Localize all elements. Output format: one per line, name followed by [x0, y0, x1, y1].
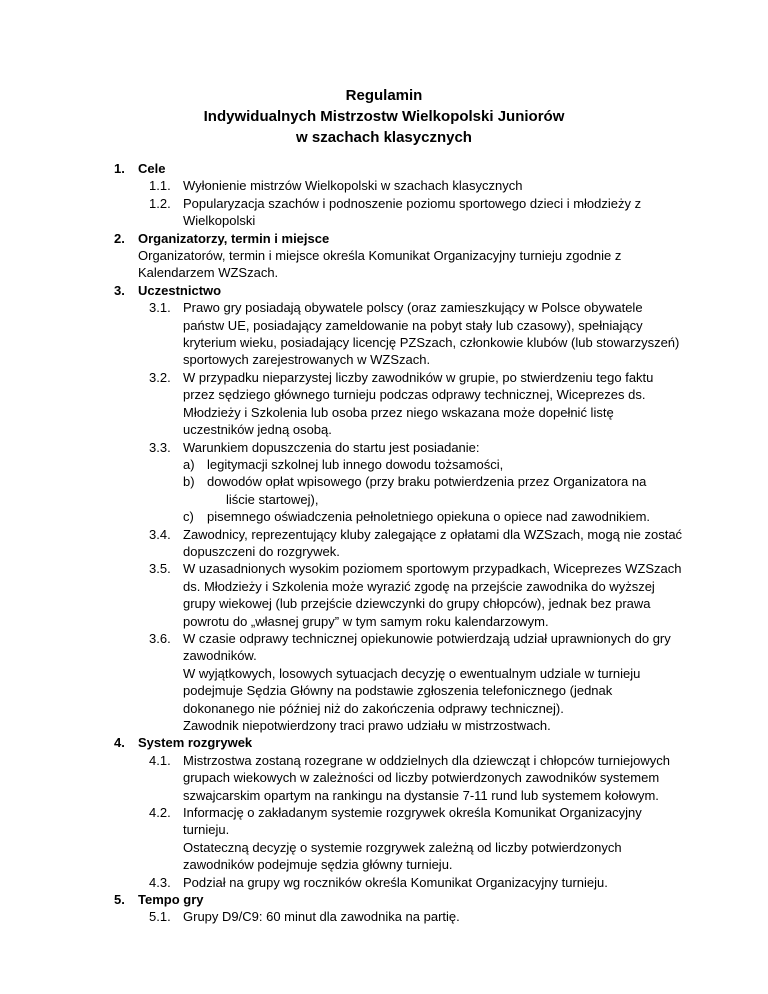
item-line: zawodników. — [183, 648, 257, 664]
item-line: dokonanego nie później niż do zakończenia odprawy technicznej). — [183, 700, 564, 716]
sub-item-b-continued: liście startowej), — [226, 491, 319, 507]
item-3-6 — [0, 630, 768, 734]
item-line: Prawo gry posiadają obywatele polscy (oraz zamieszkujący w Polsce obywatele — [183, 300, 643, 316]
item-3-3 — [0, 439, 768, 456]
item-line: ds. Młodzieży i Szkolenia może wyrazić zgodę na przejście zawodnika do wyższej — [183, 578, 655, 594]
item-line: Młodzieży i Szkolenia lub osoba przez niego wskazana może dopełnić listę — [183, 404, 614, 420]
section-heading-cele — [0, 160, 768, 177]
sub-item-a — [0, 456, 768, 473]
item-5-1 — [0, 908, 768, 925]
section-number: 2. — [114, 230, 125, 246]
section-heading-tempo-gry — [0, 891, 768, 908]
item-line: uczestników jedną osobą. — [183, 422, 332, 438]
item-line: Ostateczną decyzję o systemie rozgrywek zależną od liczby potwierdzonych — [183, 839, 622, 855]
item-4-2 — [0, 804, 768, 874]
sub-item-b — [0, 473, 768, 490]
item-number: 5.1. — [149, 909, 171, 925]
item-line: grupy wiekowej (lub przejście dziewczynki do grupy chłopców), jednak bez prawa — [183, 596, 651, 612]
item-line: przez sędziego głównego turnieju podczas odprawy technicznej, Wiceprezes ds. — [183, 387, 646, 403]
sub-item-text: legitymacji szkolnej lub innego dowodu tożsamości, — [207, 456, 504, 472]
item-text: Warunkiem dopuszczenia do startu jest posiadanie: — [183, 439, 480, 455]
item-3-4 — [0, 526, 768, 561]
item-number: 1.2. — [149, 195, 171, 211]
section-number: 5. — [114, 892, 125, 908]
section-number: 3. — [114, 282, 125, 298]
paragraph-line: Organizatorów, termin i miejsce określa Komunikat Organizacyjny turnieju zgodnie z — [138, 248, 622, 264]
item-line: turnieju. — [183, 822, 230, 838]
item-3-1 — [0, 299, 768, 369]
item-line: Popularyzacja szachów i podnoszenie poziomu sportowego dzieci i młodzieży z — [183, 195, 642, 211]
item-line: powrotu do „własnej grupy” w tym samym roku kalendarzowym. — [183, 613, 549, 629]
sub-item-text: dowodów opłat wpisowego (przy braku potwierdzenia przez Organizatora na — [207, 474, 647, 490]
item-number: 4.3. — [149, 874, 171, 890]
item-line: W uzasadnionych wysokim poziomem sportowym przypadkach, Wiceprezes WZSzach — [183, 561, 682, 577]
section-title: Uczestnictwo — [138, 282, 222, 298]
item-number: 3.2. — [149, 369, 171, 385]
item-line: Zawodnicy, reprezentujący kluby zalegające z opłatami dla WZSzach, mogą nie zostać — [183, 526, 683, 542]
item-number: 3.4. — [149, 526, 171, 542]
section-title: System rozgrywek — [138, 735, 253, 751]
item-number: 3.5. — [149, 561, 171, 577]
section-paragraph — [0, 247, 768, 282]
item-4-1 — [0, 752, 768, 804]
paragraph-line: Kalendarzem WZSzach. — [138, 265, 279, 281]
item-line: państw UE, posiadający zameldowanie na pobyt stały lub czasowy), spełniający — [183, 317, 643, 333]
item-text: Wyłonienie mistrzów Wielkopolski w szachach klasycznych — [183, 178, 523, 194]
item-line: grupach wiekowych w zależności od liczby potwierdzonych zawodników systemem — [183, 770, 660, 786]
document-content — [0, 160, 768, 926]
item-1-1 — [0, 177, 768, 194]
section-title: Cele — [138, 161, 166, 176]
document-title — [0, 85, 768, 148]
item-number: 3.3. — [149, 439, 171, 455]
section-title: Organizatorzy, termin i miejsce — [138, 230, 330, 246]
item-number: 1.1. — [149, 178, 171, 194]
title-line-2: Indywidualnych Mistrzostw Wielkopolski Juniorów — [203, 108, 565, 125]
item-line: W przypadku nieparzystej liczby zawodników w grupie, po stwierdzeniu tego faktu — [183, 369, 654, 385]
item-line: Wielkopolski — [183, 213, 256, 229]
item-text: Podział na grupy wg roczników określa Komunikat Organizacyjny turnieju. — [183, 874, 608, 890]
item-line: sportowych zarejestrowanych w WZSzach. — [183, 352, 431, 368]
sub-item-text: pisemnego oświadczenia pełnoletniego opiekuna o opiece nad zawodnikiem. — [207, 509, 651, 525]
section-title: Tempo gry — [138, 892, 204, 908]
section-number: 1. — [114, 161, 125, 176]
item-number: 4.1. — [149, 752, 171, 768]
section-heading-organizatorzy — [0, 230, 768, 247]
item-line: dopuszczeni do rozgrywek. — [183, 543, 340, 559]
sub-item-letter: b) — [183, 474, 195, 490]
item-line: kryterium wieku, posiadający licencję PZSzach, członkowie klubów (lub stowarzyszeń) — [183, 335, 680, 351]
section-heading-uczestnictwo — [0, 282, 768, 299]
section-number: 4. — [114, 735, 125, 751]
item-number: 4.2. — [149, 805, 171, 821]
item-line: Informację o zakładanym systemie rozgrywek określa Komunikat Organizacyjny — [183, 805, 642, 821]
title-line-1: Regulamin — [345, 87, 423, 104]
item-line: W czasie odprawy technicznej opiekunowie potwierdzają udział uprawnionych do gry — [183, 630, 671, 646]
item-text: Grupy D9/C9: 60 minut dla zawodnika na partię. — [183, 909, 460, 925]
item-3-5 — [0, 560, 768, 630]
item-3-2 — [0, 369, 768, 439]
section-heading-system-rozgrywek — [0, 734, 768, 751]
item-line: Mistrzostwa zostaną rozegrane w oddzielnych dla dziewcząt i chłopców turniejowych — [183, 752, 671, 768]
sub-item-letter: c) — [183, 509, 194, 525]
title-line-3: w szachach klasycznych — [296, 129, 472, 146]
item-4-3 — [0, 874, 768, 891]
item-line: szwajcarskim opartym na rankingu na dystansie 7-11 rund lub systemem kołowym. — [183, 787, 659, 803]
item-line: Zawodnik niepotwierdzony traci prawo udziału w mistrzostwach. — [183, 718, 551, 733]
item-number: 3.1. — [149, 300, 171, 316]
item-line: W wyjątkowych, losowych sytuacjach decyzję o ewentualnym udziale w turnieju — [183, 665, 641, 681]
sub-item-letter: a) — [183, 456, 195, 472]
item-line: zawodników podejmuje sędzia główny turnieju. — [183, 857, 453, 873]
item-line: podejmuje Sędzia Główny na podstawie zgłoszenia telefonicznego (jednak — [183, 683, 613, 699]
sub-item-c — [0, 508, 768, 525]
item-1-2 — [0, 195, 768, 230]
item-number: 3.6. — [149, 630, 171, 646]
